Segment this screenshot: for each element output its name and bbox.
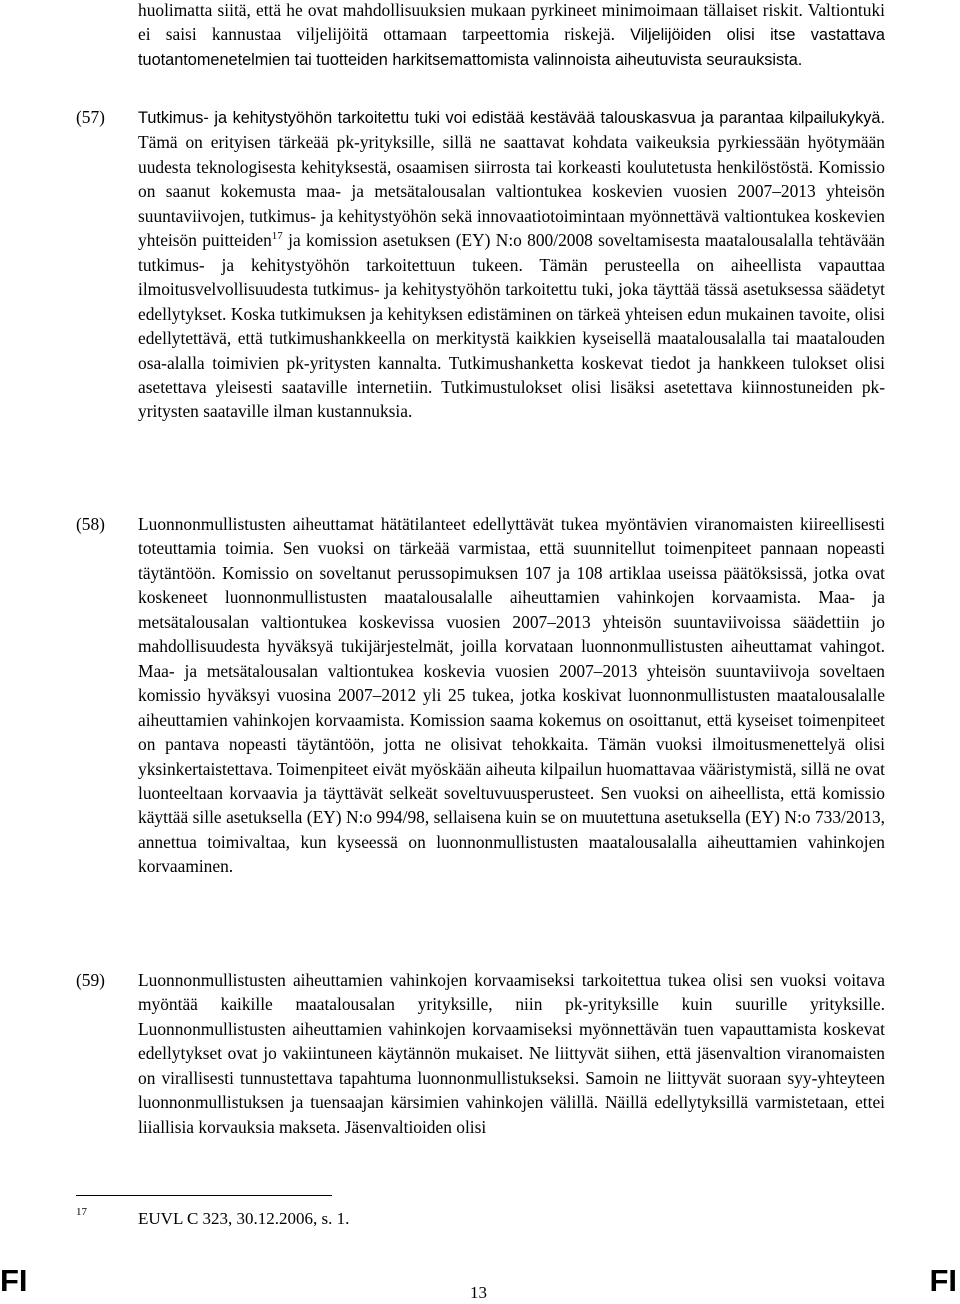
paragraph-number-58: (58) xyxy=(76,514,105,534)
footnote-text: EUVL C 323, 30.12.2006, s. 1. xyxy=(138,1209,350,1228)
paragraph-58: Luonnonmullistusten aiheuttamat hätätilanteet edellyttävät tukea myöntävien viranomaisten kiireellisesti toteuttamia toimia. Sen vuoksi on tärkeää varmistaa, että suunnitellut toimenpiteet pannaan nopeasti täytäntöön. Komissio on soveltanut perussopimuksen 107 ja 108 artiklaa useissa päätöksissä, jotka ovat koskeneet luonnonmullistusten maatalousalalle aiheuttamien vahinkojen korvaamista. Maa- ja metsätalousalan valtiontukea koskevissa vuosien 2007–2013 yhteisön suuntaviivoissa säädettiin jo mahdollisuudesta hyväksyä tukijärjestelmät, joilla korvataan luonnonmullistusten aiheuttamat vahingot. Maa- ja metsätalousalan valtiontukea koskevia vuosien 2007–2013 yhteisön suuntaviivoja soveltaen komissio hyväksyi vuosina 2007–2012 yli 25 tukea, jotka koskivat luonnonmullistusten maatalousalalle aiheuttamien vahinkojen korvaamista. Komission saama kokemus on osoittanut, että kyseiset toimenpiteet on pantava nopeasti täytäntöön, jotta ne olisivat tehokkaita. Tämän vuoksi ilmoitusmenettelyä olisi yksinkertaistettava. Toimenpiteet eivät myöskään aiheuta kilpailun huomattavaa vääristymistä, sillä ne ovat luonteeltaan korvaavia ja täyttävät selkeät soveltuvuusperusteet. Sen vuoksi on aiheellista, että komissio käyttää sille asetuksella (EY) N:o 994/98, sellaisena kuin se on muutettuna asetuksella (EY) N:o 733/2013, annettua toimivaltaa, kun kyseessä on luonnonmullistusten maatalousalalla aiheuttamien vahinkojen korvaaminen. xyxy=(138,514,886,877)
language-code-right: FI xyxy=(929,1263,957,1298)
paragraph-number-59: (59) xyxy=(76,970,105,990)
language-code-left: FI xyxy=(0,1263,28,1298)
footnote-reference-17: 17 xyxy=(271,230,283,243)
continued-sentence-2: Viljelijöiden olisi itse vastattava tuotantomenetelmien tai tuotteiden harkitsemattomista valinnoista aiheutuvista seurauksista. xyxy=(138,26,885,69)
paragraph-number-57: (57) xyxy=(76,107,105,127)
page-number: 13 xyxy=(470,1283,487,1302)
continued-sentence-1: huolimatta siitä, että he ovat mahdollisuuksien mukaan pyrkineet minimoimaan tällaiset riskit. Valtiontuki ei saisi kannustaa viljelijöitä ottamaan tarpeettomia riskejä. xyxy=(138,0,885,44)
continued-paragraph xyxy=(138,0,885,72)
footnote-separator xyxy=(76,1195,332,1196)
paragraph-59: Luonnonmullistusten aiheuttamien vahinkojen korvaamiseksi tarkoitettua tukea olisi sen vuoksi voitava myöntää kaikille maatalousalan yrityksille, niin pk-yrityksille kuin suurille yrityksille. Luonnonmullistusten aiheuttamien vahinkojen korvaamiseksi myönnettävän tuen vapauttamista koskevat edellytykset ovat jo vakiintuneen käytännön mukaiset. Ne liittyvät siihen, että jäsenvaltion viranomaisten on virallisesti tunnustettava tapahtuma luonnonmullistukseksi. Samoin ne liittyvät suoraan syy-yhteyteen luonnonmullistuksen ja tuensaajan kärsimien vahinkojen välillä. Näillä edellytyksillä varmistetaan, ettei liiallisia korvauksia makseta. Jäsenvaltioiden olisi xyxy=(138,970,885,1137)
paragraph-57-lead: Tutkimus- ja kehitystyöhön tarkoitettu tuki voi edistää kestävää talouskasvua ja parantaa kilpailukykyä. xyxy=(138,109,885,127)
paragraph-57 xyxy=(138,105,885,424)
paragraph-57-body-a: Tämä on erityisen tärkeää pk-yrityksille, sillä ne saattavat kohdata vaikeuksia pyrkiessään hyötymään uudesta teknologisesta kehityksestä, osaamisen siirrosta tai korkeasti koulutetusta henkilöstöstä. Komissio on saanut kokemusta maa- ja metsätalousalan valtiontukea koskevien vuosien 2007–2013 yhteisön suuntaviivojen, tutkimus- ja kehitystyöhön sekä innovaatiotoimintaan myönnettävä valtiontukea koskevien yhteisön puitteiden xyxy=(138,132,885,251)
footnote-number: 17 xyxy=(76,1206,87,1218)
paragraph-57-body-b: ja komission asetuksen (EY) N:o 800/2008 soveltamisesta maatalousalalla tehtävään tutkimus- ja kehitystyöhön tarkoitettuun tukeen. Tämän perusteella on aiheellista vapauttaa ilmoitusvelvollisuudesta tutkimus- ja kehitystyöhön tarkoitettu tuki, joka täyttää tässä asetuksessa säädetyt edellytykset. Koska tutkimuksen ja kehityksen edistäminen on tärkeä yhteisen edun mukainen tavoite, olisi edellytettävä, että tutkimushankkeella on merkitystä kaikkien kyseisellä maatalousalalla tai maatalouden osa-alalla toimivien pk-yritysten kannalta. Tutkimushanketta koskevat tiedot ja hankkeen tulokset olisi asetettava yleisesti saataville internetiin. Tutkimustulokset olisi lisäksi asetettava kiinnostuneiden pk-yritysten saataville ilman kustannuksia. xyxy=(138,230,885,422)
